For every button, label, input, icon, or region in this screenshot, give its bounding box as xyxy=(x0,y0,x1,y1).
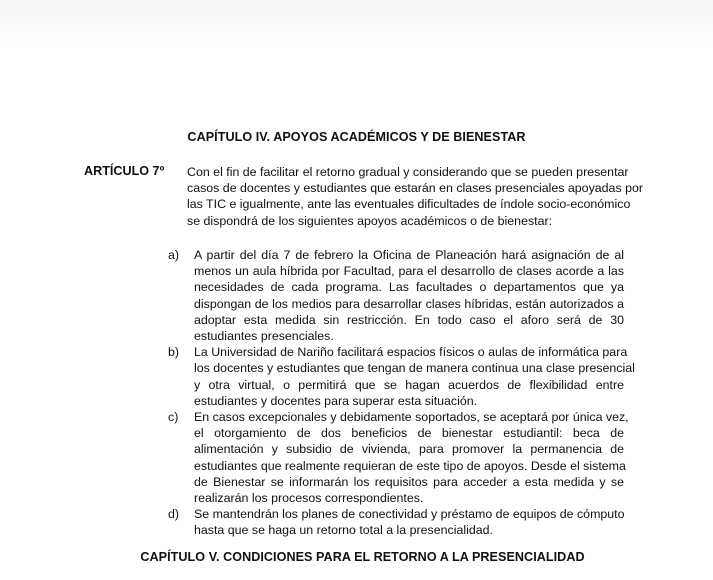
list-item-letter: a) xyxy=(168,248,180,262)
list-item-letter: b) xyxy=(168,345,180,360)
chapter-5-title: CAPÍTULO V. CONDICIONES PARA EL RETORNO A LA PRESENCIALIDAD xyxy=(140,550,585,564)
list-item-c xyxy=(168,409,629,506)
list-item-line: hasta que se haga un retorno total a la presencialidad. xyxy=(194,523,493,538)
list-item-line: estudiantes presenciales. xyxy=(194,329,334,344)
list-item-line: alimentación y subsidio de vivienda, para promover la permanencia de xyxy=(194,442,624,457)
list-item-line: Se mantendrán los planes de conectividad y préstamo de equipos de cómputo xyxy=(194,507,625,522)
list-item-line: dispongan de los medios para desarrollar clases híbridas, están autorizados a xyxy=(194,296,624,311)
intro-line: Con el fin de facilitar el retorno gradual y considerando que se pueden presentar xyxy=(187,165,629,179)
list-item-line: realizarán los procesos correspondientes. xyxy=(194,491,424,506)
article-7-label: ARTÍCULO 7º xyxy=(84,164,165,178)
list-item-line: necesidades de cada programa. Las facultades o departamentos que ya xyxy=(194,280,624,295)
list-item-line: adoptar esta medida sin restricción. En todo caso el aforo será de 30 xyxy=(194,312,624,327)
list-item-line: y otra virtual, o permitirá que se hagan acuerdos de flexibilidad entre xyxy=(194,377,624,392)
intro-line: las TIC e igualmente, ante las eventuales dificultades de índole socio-económico xyxy=(187,197,631,212)
list-item-line: En casos excepcionales y debidamente soportados, se aceptará por única vez, xyxy=(194,410,629,425)
chapter-4-title: CAPÍTULO IV. APOYOS ACADÉMICOS Y DE BIENESTAR xyxy=(187,130,526,144)
list-item-line: estudiantes y docentes para superar esta situación. xyxy=(194,393,478,408)
list-item-d xyxy=(168,506,624,538)
list-item-line: menos un aula híbrida por Facultad, para el desarrollo de clases acorde a las xyxy=(194,264,624,279)
list-item-letter: d) xyxy=(168,507,180,522)
list-item-line: La Universidad de Nariño facilitará espacios físicos o aulas de informática para xyxy=(194,345,628,360)
list-item-b xyxy=(168,344,635,409)
support-measures-list xyxy=(168,247,635,539)
article-7-intro xyxy=(187,164,643,229)
list-item-line: los docentes y estudiantes que tengan de manera continua una clase presencial xyxy=(194,361,635,376)
list-item-line: estudiantes que realmente requieran de este tipo de apoyos. Desde el sistema xyxy=(194,458,626,473)
list-item-line: de Bienestar se informarán los requisitos para acceder a esta medida y se xyxy=(194,474,624,489)
intro-line: se dispondrá de los siguientes apoyos académicos o de bienestar: xyxy=(187,213,553,228)
intro-line: casos de docentes y estudiantes que estarán en clases presenciales apoyadas por xyxy=(187,181,643,196)
list-item-a xyxy=(168,247,624,344)
list-item-letter: c) xyxy=(168,410,179,425)
list-item-line: el otorgamiento de dos beneficios de bienestar estudiantil: beca de xyxy=(194,426,624,441)
list-item-line: A partir del día 7 de febrero la Oficina de Planeación hará asignación de al xyxy=(194,248,624,262)
